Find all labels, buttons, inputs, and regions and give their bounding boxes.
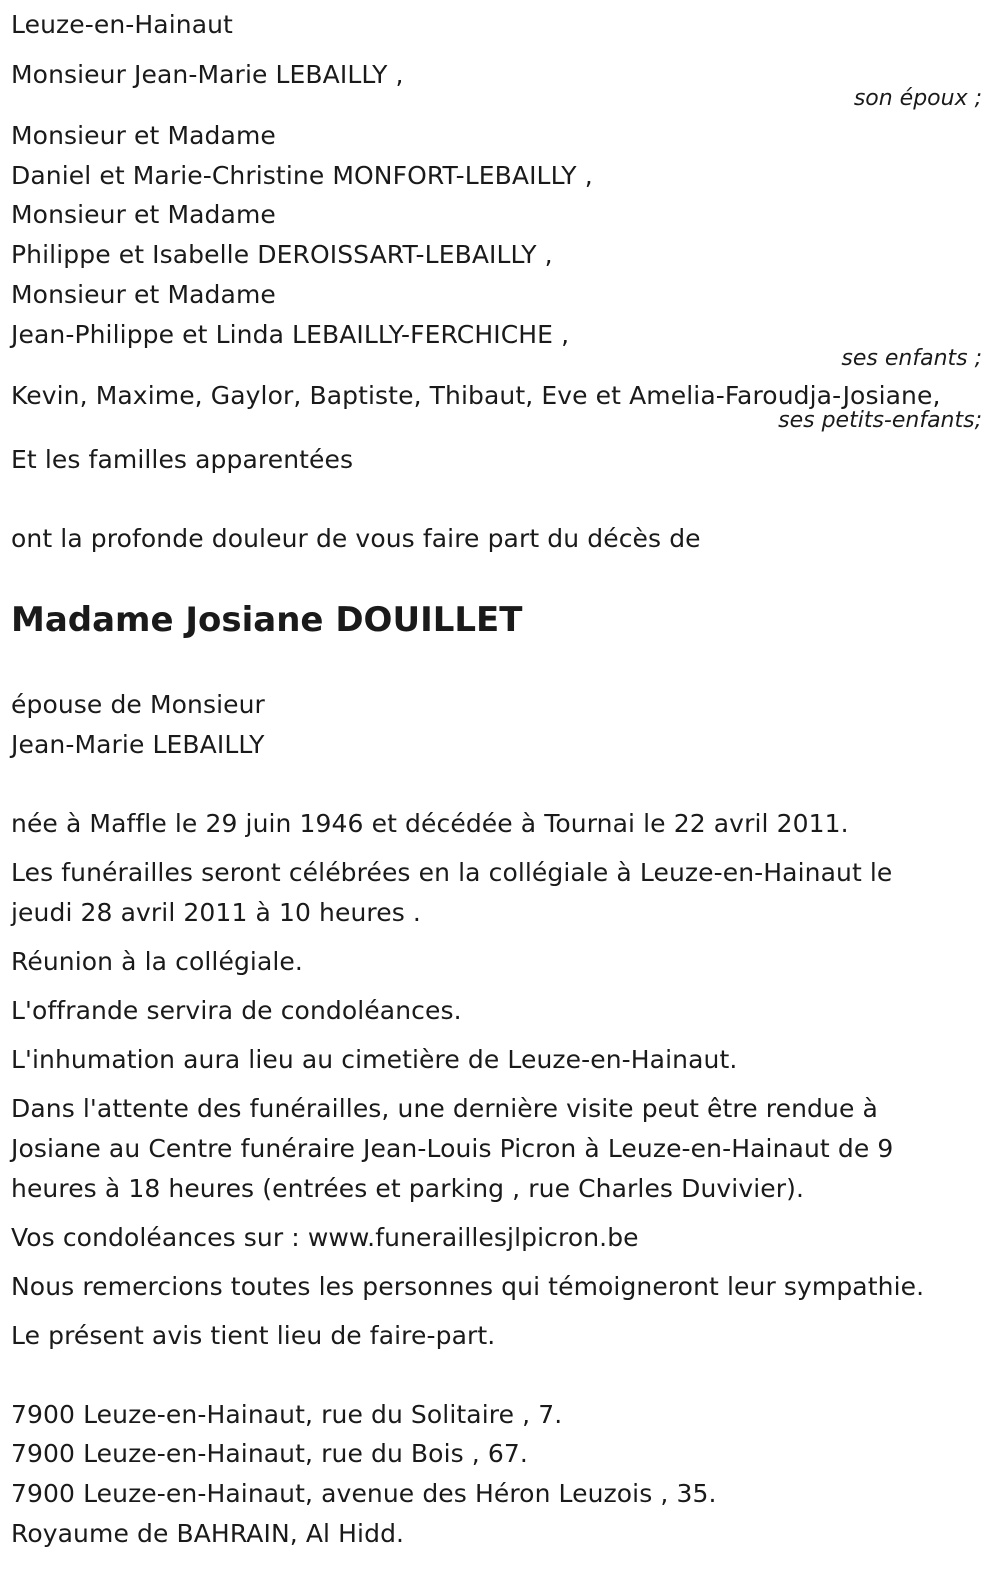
announcement-line: ont la profonde douleur de vous faire part du décès de — [11, 524, 701, 553]
children-role: ses enfants ; — [841, 346, 982, 371]
thanks-line: Nous remercions toutes les personnes qui témoigneront leur sympathie. — [11, 1272, 925, 1301]
address-line-3: 7900 Leuze-en-Hainaut, avenue des Héron Leuzois , 35. — [11, 1479, 717, 1508]
children-line-4: Philippe et Isabelle DEROISSART-LEBAILLY , — [11, 240, 553, 269]
spouse-of-line-1: épouse de Monsieur — [11, 690, 265, 719]
gathering-line: Réunion à la collégiale. — [11, 947, 303, 976]
funeral-line-1: Les funérailles seront célébrées en la collégiale à Leuze-en-Hainaut le — [11, 858, 893, 887]
offering-line: L'offrande servira de condoléances. — [11, 996, 462, 1025]
children-line-6: Jean-Philippe et Linda LEBAILLY-FERCHICHE , — [11, 320, 570, 349]
visit-line-1: Dans l'attente des funérailles, une dernière visite peut être rendue à — [11, 1094, 878, 1123]
address-line-4: Royaume de BAHRAIN, Al Hidd. — [11, 1519, 405, 1548]
visit-line-2: Josiane au Centre funéraire Jean-Louis Picron à Leuze-en-Hainaut de 9 — [11, 1134, 894, 1163]
children-line-2: Daniel et Marie-Christine MONFORT-LEBAILLY , — [11, 161, 593, 190]
address-line-2: 7900 Leuze-en-Hainaut, rue du Bois , 67. — [11, 1439, 528, 1468]
visit-line-3: heures à 18 heures (entrées et parking , rue Charles Duvivier). — [11, 1174, 805, 1203]
location-header: Leuze-en-Hainaut — [11, 10, 233, 39]
funeral-line-2: jeudi 28 avril 2011 à 10 heures . — [11, 898, 421, 927]
children-line-3: Monsieur et Madame — [11, 200, 276, 229]
burial-line: L'inhumation aura lieu au cimetière de Leuze-en-Hainaut. — [11, 1045, 738, 1074]
spouse-role: son époux ; — [853, 86, 982, 111]
children-line-1: Monsieur et Madame — [11, 121, 276, 150]
condolences-line: Vos condoléances sur : www.funeraillesjlpicron.be — [11, 1223, 639, 1252]
address-line-1: 7900 Leuze-en-Hainaut, rue du Solitaire , 7. — [11, 1400, 563, 1429]
children-line-5: Monsieur et Madame — [11, 280, 276, 309]
spouse-name: Monsieur Jean-Marie LEBAILLY , — [11, 60, 404, 89]
families-line: Et les familles apparentées — [11, 445, 354, 474]
notice-line: Le présent avis tient lieu de faire-part. — [11, 1321, 496, 1350]
grandchildren-names: Kevin, Maxime, Gaylor, Baptiste, Thibaut, Eve et Amelia-Faroudja-Josiane, — [11, 381, 941, 410]
grandchildren-role: ses petits-enfants; — [778, 408, 982, 433]
deceased-name: Madame Josiane DOUILLET — [11, 600, 523, 640]
spouse-of-line-2: Jean-Marie LEBAILLY — [11, 730, 265, 759]
birth-death-line: née à Maffle le 29 juin 1946 et décédée à Tournai le 22 avril 2011. — [11, 809, 849, 838]
